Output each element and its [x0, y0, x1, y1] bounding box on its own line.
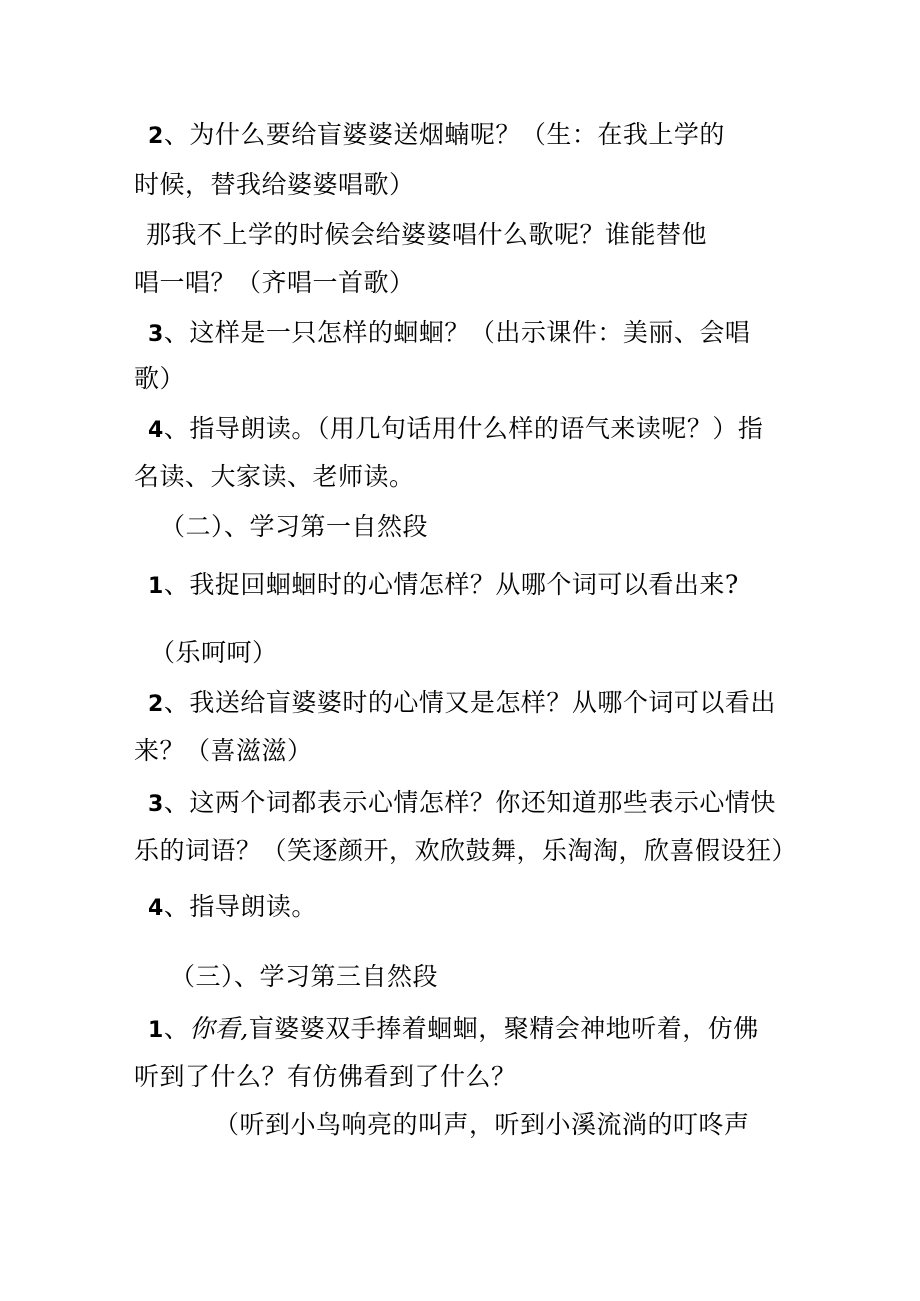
paragraph-text: 、指导朗读。（用几句话用什么样的语气来读呢？）指: [163, 414, 764, 443]
paragraph-text: 时候，替我给婆婆唱歌）: [134, 170, 415, 199]
section-2-answer-1: [150, 636, 278, 670]
item-number: 3: [148, 322, 164, 347]
item-number: 2: [148, 124, 164, 149]
question-2-line-2: [134, 168, 415, 202]
section-heading-text: （三）、学习第三自然段: [170, 962, 439, 991]
paragraph-text: 唱一唱？（齐唱一首歌）: [134, 268, 415, 297]
question-4-line-2: [134, 460, 415, 494]
question-4-line-1: [148, 412, 763, 448]
paragraph-text: 、: [163, 1014, 190, 1043]
item-number: 4: [148, 896, 164, 921]
section-2-question-3-line-2: [134, 834, 797, 868]
question-2-line-1: [148, 118, 725, 154]
paragraph-text: 歌）: [134, 364, 186, 393]
section-2-heading: [160, 510, 428, 544]
section-2-question-3-line-1: [148, 786, 776, 822]
section-2-question-2-line-2: [134, 734, 313, 768]
paragraph-text: 、这两个词都表示心情怎样？你还知道那些表示心情快: [163, 788, 776, 817]
paragraph-text: 、为什么要给盲婆婆送烟蝻呢？（生：在我上学的: [163, 120, 725, 149]
paragraph-text: 来？（喜滋滋）: [134, 736, 313, 765]
paragraph-text: 乐的词语？（笑逐颜开，欢欣鼓舞，乐淘淘，欣喜假设狂）: [134, 836, 798, 865]
paragraph-text: 盲婆婆双手捧着蛔蛔，聚精会神地听着，仿佛: [248, 1014, 759, 1043]
question-2-followup-line-2: [134, 266, 415, 300]
item-number: 3: [148, 792, 164, 817]
paragraph-text: 、这样是一只怎样的蛔蛔？（出示课件：美丽、会唱: [163, 318, 751, 347]
item-number: 1: [148, 1018, 164, 1043]
section-2-question-4: [148, 890, 317, 926]
paragraph-text: 那我不上学的时候会给婆婆唱什么歌呢？谁能替他: [146, 220, 708, 249]
paragraph-text: 名读、大家读、老师读。: [134, 462, 415, 491]
question-3-line-1: [148, 316, 750, 352]
section-2-question-1: [148, 568, 739, 604]
section-3-answer-1: [214, 1108, 750, 1142]
item-number: 1: [148, 574, 164, 599]
italic-phrase: 你看,: [189, 1014, 249, 1043]
section-heading-text: （二）、学习第一自然段: [160, 512, 429, 541]
section-3-heading: [170, 960, 438, 994]
question-2-followup-line-1: [146, 218, 707, 252]
section-2-question-2-line-1: [148, 686, 776, 722]
item-number: 4: [148, 418, 164, 443]
question-3-line-2: [134, 362, 185, 396]
paragraph-text: 、我送给盲婆婆时的心情又是怎样？从哪个词可以看出: [163, 688, 776, 717]
section-3-question-1-line-1: [148, 1012, 759, 1048]
paragraph-text: （乐呵呵）: [150, 638, 278, 667]
section-3-question-1-line-2: [134, 1060, 517, 1094]
paragraph-text: 、我捉回蛔蛔时的心情怎样？从哪个词可以看出来?: [163, 570, 739, 599]
item-number: 2: [148, 692, 164, 717]
paragraph-text: 听到了什么？有仿佛看到了什么？: [134, 1062, 517, 1091]
paragraph-text: （听到小鸟响亮的叫声，听到小溪流淌的叮咚声: [214, 1110, 750, 1139]
paragraph-text: 、指导朗读。: [163, 892, 317, 921]
